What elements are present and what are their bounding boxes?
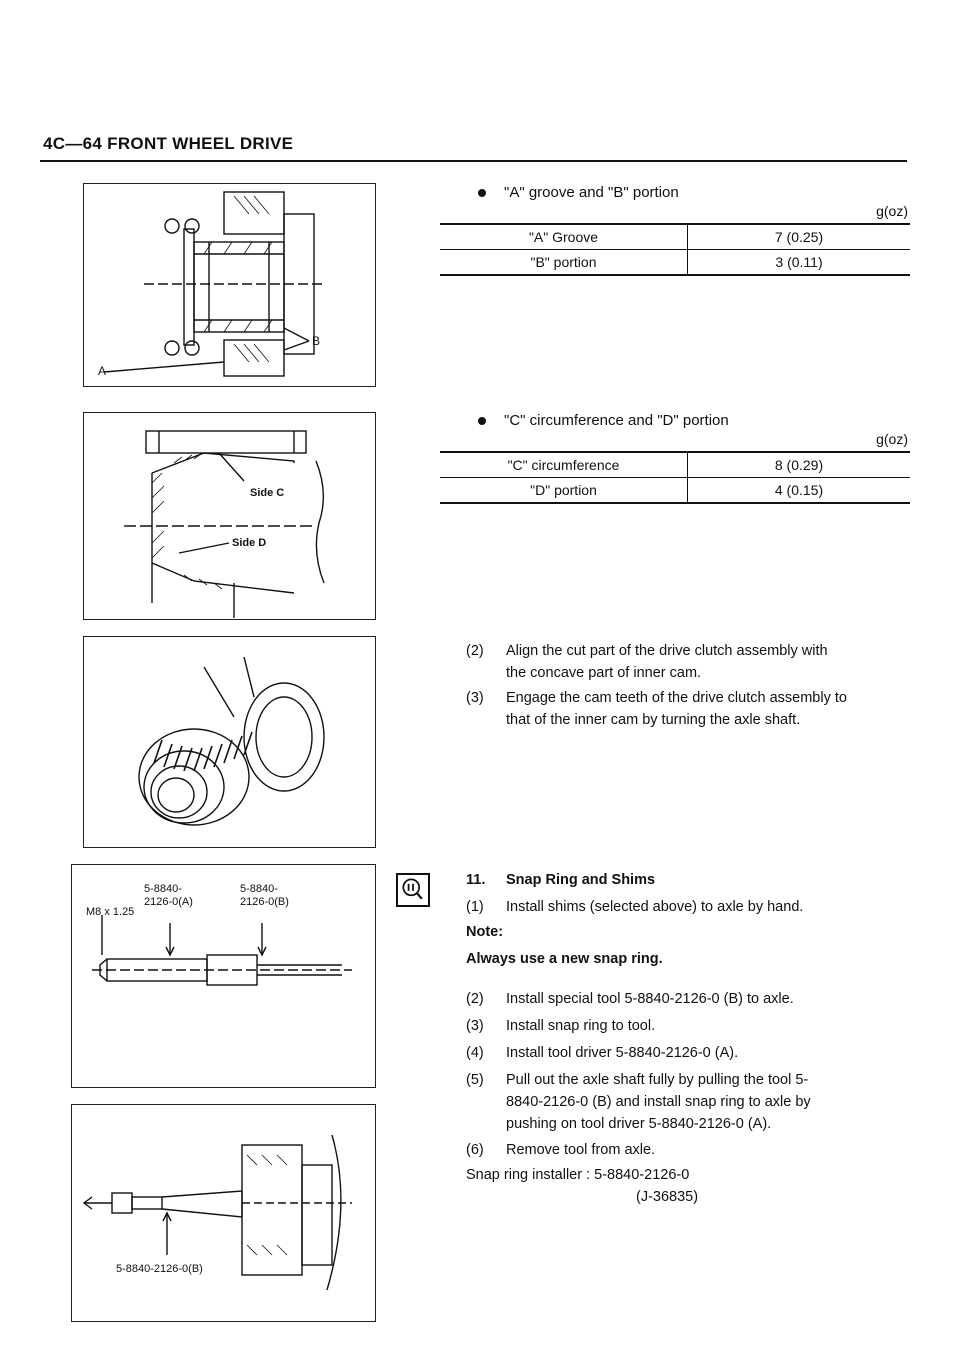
installed-tool-diagram	[72, 1105, 375, 1321]
step-line: 8840-2126-0 (B) and install snap ring to axle by	[506, 1094, 811, 1110]
installer-code: (J-36835)	[636, 1189, 699, 1205]
label-tool-a-line2: 2126-0(A)	[144, 896, 193, 908]
step-11-3	[466, 1016, 916, 1038]
step-line: Engage the cam teeth of the drive clutch assembly to	[506, 690, 847, 706]
special-tool-diagram	[72, 865, 375, 1087]
label-side-d: Side D	[232, 537, 267, 549]
bullet-dot	[478, 417, 486, 425]
step-line: Install snap ring to tool.	[506, 1018, 656, 1034]
note-text: Always use a new snap ring.	[466, 951, 663, 967]
step-number: (3)	[466, 1018, 484, 1034]
step-number: (1)	[466, 899, 484, 915]
table-row	[440, 224, 910, 250]
bullet-dot	[478, 189, 486, 197]
step-number: (2)	[466, 991, 484, 1007]
step-number: (5)	[466, 1072, 484, 1088]
bullet-cd	[478, 412, 729, 429]
heading-number: 11.	[466, 872, 486, 888]
step-11-2	[466, 989, 916, 1011]
table-row	[440, 250, 910, 276]
step-number: (3)	[466, 690, 484, 706]
figure-side-c-d	[83, 412, 376, 620]
label-m8: M8 x 1.25	[86, 906, 135, 918]
step-line: Remove tool from axle.	[506, 1142, 656, 1158]
step-line: Install special tool 5-8840-2126-0 (B) to axle.	[506, 991, 794, 1007]
table-cell: 8 (0.29)	[688, 452, 911, 478]
unit-cd: g(oz)	[876, 431, 908, 447]
bullet-ab-text: "A" groove and "B" portion	[504, 184, 679, 201]
label-a: A	[98, 364, 107, 378]
table-row	[440, 478, 910, 504]
side-cd-diagram	[84, 413, 375, 619]
step-number: (6)	[466, 1142, 484, 1158]
bullet-ab	[478, 184, 679, 201]
step-line: Align the cut part of the drive clutch assembly with	[506, 643, 828, 659]
table-cell: 4 (0.15)	[688, 478, 911, 504]
table-cell: 3 (0.11)	[688, 250, 911, 276]
label-b: B	[312, 334, 321, 348]
bullet-cd-text: "C" circumference and "D" portion	[504, 412, 729, 429]
step-line: Pull out the axle shaft fully by pulling the tool 5-	[506, 1072, 809, 1088]
drive-clutch-illustration	[84, 637, 375, 847]
step-line: Install shims (selected above) to axle by hand.	[506, 899, 804, 915]
step-number: (2)	[466, 643, 484, 659]
unit-ab: g(oz)	[876, 203, 908, 219]
tool-note-icon	[396, 873, 430, 907]
table-cell: "B" portion	[440, 250, 688, 276]
table-row	[440, 452, 910, 478]
installer-label: Snap ring installer : 5-8840-2126-0	[466, 1167, 690, 1183]
section-11-heading	[466, 870, 916, 892]
label-tool-b-line2: 2126-0(B)	[240, 896, 289, 908]
step-line: pushing on tool driver 5-8840-2126-0 (A).	[506, 1116, 772, 1132]
table-ab	[440, 223, 910, 276]
label-side-c: Side C	[250, 487, 285, 499]
label-tool-b-line1: 5-8840-	[240, 883, 278, 895]
figure-groove-portion	[83, 183, 376, 387]
step-line: that of the inner cam by turning the axle shaft.	[506, 712, 801, 728]
label-tool-b: 5-8840-2126-0(B)	[116, 1263, 203, 1275]
groove-diagram	[84, 184, 375, 386]
step-line: Install tool driver 5-8840-2126-0 (A).	[506, 1045, 739, 1061]
figure-drive-clutch	[83, 636, 376, 848]
table-cell: "C" circumference	[440, 452, 688, 478]
step-11-4	[466, 1043, 916, 1065]
note-label: Note:	[466, 924, 504, 940]
step-11-5	[466, 1070, 916, 1136]
step-2	[466, 641, 916, 685]
header-rule	[40, 160, 907, 162]
figure-special-tool	[71, 864, 376, 1088]
table-cd	[440, 451, 910, 504]
step-line: the concave part of inner cam.	[506, 665, 702, 681]
table-cell: 7 (0.25)	[688, 224, 911, 250]
step-number: (4)	[466, 1045, 484, 1061]
step-11-1	[466, 897, 916, 919]
step-3	[466, 688, 916, 732]
step-11-6	[466, 1140, 916, 1162]
page-title: 4C—64 FRONT WHEEL DRIVE	[43, 134, 294, 153]
table-cell: "D" portion	[440, 478, 688, 504]
figure-installed-tool	[71, 1104, 376, 1322]
heading-text: Snap Ring and Shims	[506, 872, 656, 888]
label-tool-a-line1: 5-8840-	[144, 883, 182, 895]
table-cell: "A" Groove	[440, 224, 688, 250]
